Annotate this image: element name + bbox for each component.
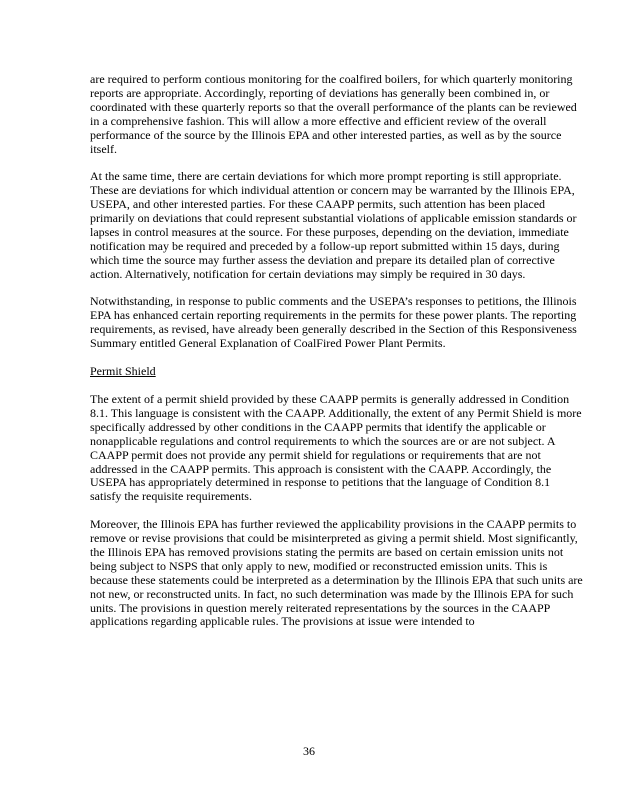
paragraph-prompt-reporting: At the same time, there are certain deviations for which more prompt reporting is still appropriate. These are deviations for which individual attention or concern may be warranted by the Illinois EPA, USEPA, and other interested parties. For these CAAPP permits, such attention has been placed primarily on deviations that could represent substantial violations of applicable emission standards or lapses in control measures at the source. For these purposes, depending on the deviation, immediate notification may be required and preceded by a follow-up report submitted within 15 days, during which time the source may further assess the deviation and prepare its detailed plan of corrective action. Alternatively, notification for certain deviations may simply be required in 30 days. (90, 169, 577, 281)
paragraph-enhanced-reporting: Notwithstanding, in response to public comments and the USEPA’s responses to petitions, the Illinois EPA has enhanced certain reporting requirements in the permits for these power plants. The reporting requirements, as revised, have already been generally described in the Section of this Responsiveness Summary entitled General Explanation of CoalFired Power Plant Permits. (90, 294, 577, 351)
page-number: 36 (303, 744, 315, 758)
section-heading-permit-shield: Permit Shield (90, 364, 156, 379)
paragraph-applicability-review: Moreover, the Illinois EPA has further reviewed the applicability provisions in the CAAPP permits to remove or revise provisions that could be misinterpreted as giving a permit shield. Most significantly, the Illinois EPA has removed provisions stating the permits are based on certain emission units not being subject to NSPS that only apply to new, modified or reconstructed emission units. This is because these statements could be interpreted as a determination by the Illinois EPA that such units are not new, or reconstructed units. In fact, no such determination was made by the Illinois EPA for such units. The provisions in question merely reiterated representations by the sources in the CAAPP applications regarding applicable rules. The provisions at issue were intended to (90, 517, 583, 629)
body-text (90, 73, 584, 643)
paragraph-permit-shield-extent: The extent of a permit shield provided by these CAAPP permits is generally addressed in Condition 8.1. This language is consistent with the CAAPP. Additionally, the extent of any Permit Shield is more specifically addressed by other conditions in the CAAPP permits that identify the applicable or nonapplicable regulations and control requirements to which the sources are or are not subject. A CAAPP permit does not provide any permit shield for regulations or requirements that are not addressed in the CAAPP permits. This approach is consistent with the CAAPP. Accordingly, the USEPA has appropriately determined in response to petitions that the language of Condition 8.1 satisfy the requisite requirements. (90, 392, 582, 504)
paragraph-monitoring-reports: are required to perform contious monitoring for the coalfired boilers, for which quarterly monitoring reports are appropriate. Accordingly, reporting of deviations has generally been combined in, or coordinated with these quarterly reports so that the overall performance of the plants can be reviewed in a comprehensive fashion. This will allow a more effective and efficient review of the overall performance of the source by the Illinois EPA and other interested parties, as well as by the source itself. (90, 72, 577, 156)
